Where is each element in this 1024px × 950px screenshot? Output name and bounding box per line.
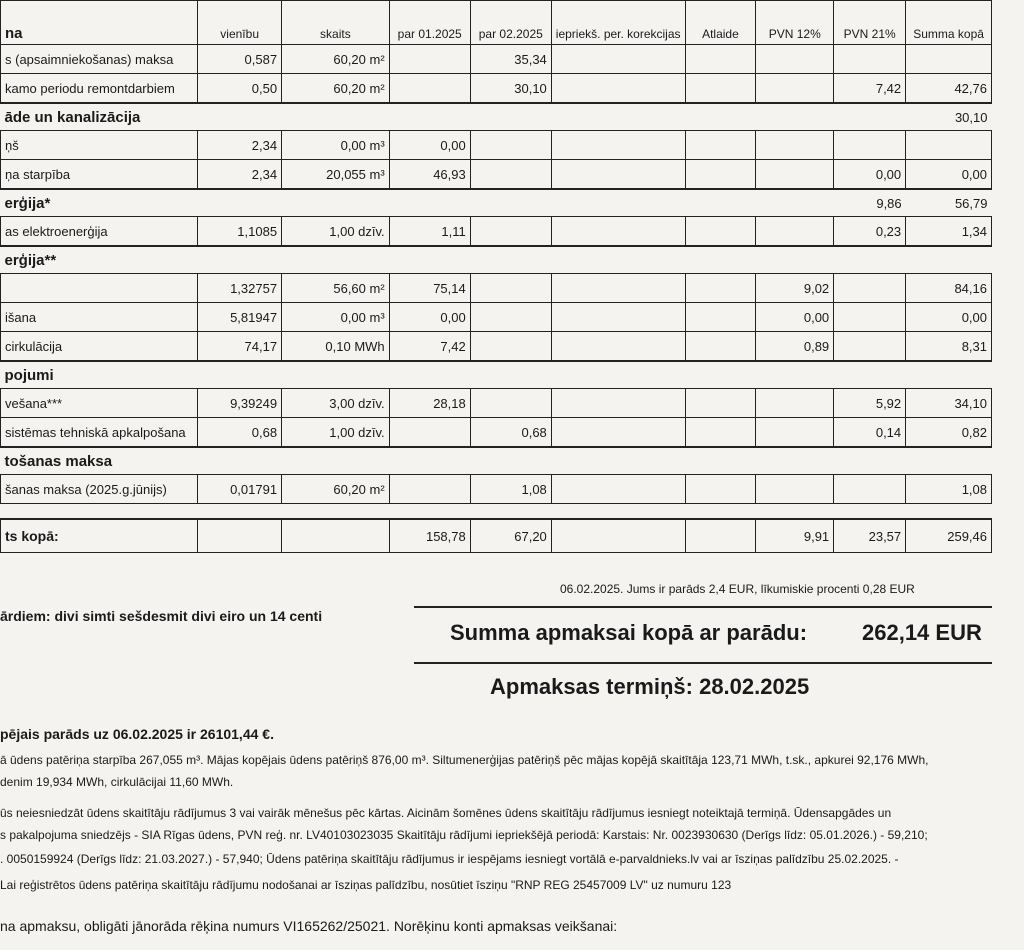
cell-vat21: [834, 45, 906, 74]
cell-correction: [551, 74, 685, 104]
amount-in-words: ārdiem: divi simti sešdesmit divi eiro un 14 centi: [0, 608, 323, 624]
info-line: s pakalpojuma sniedzējs - SIA Rīgas ūdens, PVN reģ. nr. LV40103023035 Skaitītāju rādījumi iepriekšējā periodā: Karstais: Nr. 0023930630 (Derīgs līdz: 05.01.2026.) - 59,210;: [0, 828, 928, 842]
cell-total: 42,76: [906, 74, 992, 104]
section-row: [1, 361, 992, 389]
cell-vat12: [756, 217, 834, 247]
cell-period-2: 35,34: [470, 45, 551, 74]
cell-total: 8,31: [906, 332, 992, 362]
debt-note: 06.02.2025. Jums ir parāds 2,4 EUR, līkumiskie procenti 0,28 EUR: [560, 582, 915, 596]
cell-correction: [551, 131, 685, 160]
cell-quantity: 0,10 MWh: [282, 332, 390, 362]
section-vat21: [834, 447, 906, 475]
section-row: [1, 189, 992, 217]
cell-quantity: 60,20 m²: [282, 74, 390, 104]
cell-period-1: 0,00: [389, 303, 470, 332]
cell-description: kamo periodu remontdarbiem: [1, 74, 198, 104]
cell-vat12: 0,00: [756, 303, 834, 332]
cell-vat21: 5,92: [834, 389, 906, 418]
total-label: Summa apmaksai kopā ar parādu:: [450, 620, 808, 645]
cell-period-1: 7,42: [389, 332, 470, 362]
spacer-row: [1, 504, 992, 520]
section-total: 56,79: [906, 189, 992, 217]
cell-period-2: 1,08: [470, 475, 551, 504]
info-line: Lai reģistrētos ūdens patēriņa skaitītāju rādījumu nodošanai ar īsziņas palīdzību, nosūtiet īsziņu "RNP REG 25457009 LV" uz numuru 123: [0, 878, 732, 892]
table-row: [1, 332, 992, 362]
cell-vat12: [756, 45, 834, 74]
cell-vat21: [834, 274, 906, 303]
cell-vat12: [756, 475, 834, 504]
column-header-corrections: iepriekš. per. korekcijas: [551, 1, 685, 45]
section-title: pojumi: [1, 361, 834, 389]
cell-period-2: 30,10: [470, 74, 551, 104]
section-heading: na: [1, 1, 198, 45]
cell-description: ņa starpība: [1, 160, 198, 190]
cell-period-2: 0,68: [470, 418, 551, 448]
table-row: [1, 131, 992, 160]
section-vat21: [834, 361, 906, 389]
cell-description: as elektroenerģija: [1, 217, 198, 247]
cell-rate: 74,17: [198, 332, 282, 362]
cell-period-2: 67,20: [470, 519, 551, 553]
table-row: [1, 74, 992, 104]
column-header-total: Summa kopā: [906, 1, 992, 45]
total-debt-note: pējais parāds uz 06.02.2025 ir 26101,44 €.: [0, 726, 274, 742]
cell-period-1: [389, 475, 470, 504]
info-line: ūs neiesniedzāt ūdens skaitītāju rādījumus 3 vai vairāk mēnešus pēc kārtas. Aicinām šomēnes ūdens skaitītāju rādījumus iesniegt noteiktajā termiņā. Ūdensapgādes un: [0, 806, 892, 820]
section-title: āde un kanalizācija: [1, 103, 834, 131]
payment-instruction: na apmaksu, obligāti jānorāda rēķina numurs VI165262/25021. Norēķinu konti apmaksas veikšanai:: [0, 918, 618, 934]
section-title: erģija**: [1, 246, 834, 274]
cell-total: 34,10: [906, 389, 992, 418]
cell-correction: [551, 160, 685, 190]
cell-quantity: [282, 519, 390, 553]
info-line: . 0050159924 (Derīgs līdz: 21.03.2027.) - 57,940; Ūdens patēriņa skaitītāju rādījumus ir iespējams iesniegt vortālā e-parvaldnieks.lv vai ar īsziņas palīdzību 25.02.2025. -: [0, 852, 899, 866]
cell-vat21: [834, 332, 906, 362]
cell-discount: [685, 389, 756, 418]
cell-quantity: 3,00 dzīv.: [282, 389, 390, 418]
info-line: denim 19,934 MWh, cirkulācijai 11,60 MWh.: [0, 775, 234, 789]
cell-period-2: [470, 217, 551, 247]
column-header-discount: Atlaide: [685, 1, 756, 45]
cell-period-1: 28,18: [389, 389, 470, 418]
cell-period-2: [470, 332, 551, 362]
cell-description: šanas maksa (2025.g.jūnijs): [1, 475, 198, 504]
table-row: [1, 389, 992, 418]
column-header-period-1: par 01.2025: [389, 1, 470, 45]
cell-vat21: 0,23: [834, 217, 906, 247]
cell-vat12: [756, 418, 834, 448]
cell-quantity: 0,00 m³: [282, 131, 390, 160]
cell-period-2: [470, 389, 551, 418]
section-row: [1, 246, 992, 274]
cell-period-1: [389, 74, 470, 104]
table-row: [1, 217, 992, 247]
cell-total: [906, 131, 992, 160]
cell-total: 84,16: [906, 274, 992, 303]
cell-discount: [685, 160, 756, 190]
table-row: [1, 274, 992, 303]
cell-discount: [685, 274, 756, 303]
cell-rate: 2,34: [198, 131, 282, 160]
cell-correction: [551, 332, 685, 362]
cell-quantity: 20,055 m³: [282, 160, 390, 190]
cell-discount: [685, 217, 756, 247]
cell-description: ņš: [1, 131, 198, 160]
column-header-vat21: PVN 21%: [834, 1, 906, 45]
cell-correction: [551, 45, 685, 74]
total-row: [1, 519, 992, 553]
table-row: [1, 303, 992, 332]
cell-description: išana: [1, 303, 198, 332]
cell-rate: 1,1085: [198, 217, 282, 247]
cell-discount: [685, 332, 756, 362]
cell-correction: [551, 389, 685, 418]
cell-vat21: [834, 303, 906, 332]
cell-vat21: 0,14: [834, 418, 906, 448]
section-title: tošanas maksa: [1, 447, 834, 475]
cell-quantity: 56,60 m²: [282, 274, 390, 303]
cell-discount: [685, 131, 756, 160]
cell-vat12: [756, 160, 834, 190]
table-row: [1, 45, 992, 74]
cell-vat12: 9,91: [756, 519, 834, 553]
table-header-row: [1, 1, 992, 45]
section-total: [906, 361, 992, 389]
cell-vat21: 0,00: [834, 160, 906, 190]
section-title: erģija*: [1, 189, 834, 217]
cell-correction: [551, 475, 685, 504]
cell-total: 0,00: [906, 303, 992, 332]
cell-description: s (apsaimniekošanas) maksa: [1, 45, 198, 74]
cell-correction: [551, 418, 685, 448]
cell-quantity: 1,00 dzīv.: [282, 217, 390, 247]
cell-total: [906, 45, 992, 74]
cell-rate: 0,587: [198, 45, 282, 74]
total-value: 262,14 EUR: [862, 620, 982, 645]
cell-rate: 5,81947: [198, 303, 282, 332]
cell-rate: 0,01791: [198, 475, 282, 504]
cell-description: vešana***: [1, 389, 198, 418]
cell-quantity: 0,00 m³: [282, 303, 390, 332]
cell-description: cirkulācija: [1, 332, 198, 362]
cell-description: ts kopā:: [1, 519, 198, 553]
cell-vat21: 7,42: [834, 74, 906, 104]
cell-rate: 9,39249: [198, 389, 282, 418]
cell-period-2: [470, 160, 551, 190]
cell-description: sistēmas tehniskā apkalpošana: [1, 418, 198, 448]
section-vat21: 9,86: [834, 189, 906, 217]
cell-description: [1, 274, 198, 303]
cell-period-1: 158,78: [389, 519, 470, 553]
cell-period-2: [470, 274, 551, 303]
cell-period-2: [470, 303, 551, 332]
cell-rate: 2,34: [198, 160, 282, 190]
cell-vat12: [756, 131, 834, 160]
column-header-vat12: PVN 12%: [756, 1, 834, 45]
cell-vat21: [834, 131, 906, 160]
section-row: [1, 103, 992, 131]
cell-vat12: 0,89: [756, 332, 834, 362]
cell-period-1: 46,93: [389, 160, 470, 190]
cell-rate: [198, 519, 282, 553]
cell-discount: [685, 303, 756, 332]
section-total: [906, 246, 992, 274]
cell-correction: [551, 303, 685, 332]
cell-period-1: [389, 418, 470, 448]
cell-discount: [685, 418, 756, 448]
column-header-units: vienību: [198, 1, 282, 45]
cell-correction: [551, 274, 685, 303]
cell-rate: 0,68: [198, 418, 282, 448]
cell-discount: [685, 475, 756, 504]
cell-discount: [685, 45, 756, 74]
spacer-cell: [1, 504, 992, 520]
column-header-quantity: skaits: [282, 1, 390, 45]
table-row: [1, 160, 992, 190]
section-vat21: [834, 103, 906, 131]
cell-correction: [551, 519, 685, 553]
cell-quantity: 1,00 dzīv.: [282, 418, 390, 448]
cell-vat12: [756, 74, 834, 104]
cell-total: 1,08: [906, 475, 992, 504]
info-line: ā ūdens patēriņa starpība 267,055 m³. Mājas kopējais ūdens patēriņš 876,00 m³. Siltumenerģijas patēriņš pēc mājas kopējā skaitītāja 123,71 MWh, t.sk., apkurei 92,176 MWh,: [0, 753, 929, 767]
cell-quantity: 60,20 m²: [282, 45, 390, 74]
cell-period-1: [389, 45, 470, 74]
cell-vat12: 9,02: [756, 274, 834, 303]
cell-total: 1,34: [906, 217, 992, 247]
cell-total: 259,46: [906, 519, 992, 553]
table-row: [1, 475, 992, 504]
divider: [414, 606, 992, 608]
cell-total: 0,00: [906, 160, 992, 190]
cell-rate: 1,32757: [198, 274, 282, 303]
cell-discount: [685, 74, 756, 104]
cell-quantity: 60,20 m²: [282, 475, 390, 504]
table-row: [1, 418, 992, 448]
section-total: [906, 447, 992, 475]
cell-period-1: 0,00: [389, 131, 470, 160]
column-header-period-2: par 02.2025: [470, 1, 551, 45]
divider: [414, 662, 992, 664]
cell-period-1: 1,11: [389, 217, 470, 247]
cell-correction: [551, 217, 685, 247]
cell-vat21: [834, 475, 906, 504]
cell-period-2: [470, 131, 551, 160]
cell-total: 0,82: [906, 418, 992, 448]
payment-term: Apmaksas termiņš: 28.02.2025: [490, 674, 810, 699]
cell-vat21: 23,57: [834, 519, 906, 553]
cell-rate: 0,50: [198, 74, 282, 104]
section-total: 30,10: [906, 103, 992, 131]
cell-vat12: [756, 389, 834, 418]
section-row: [1, 447, 992, 475]
cell-discount: [685, 519, 756, 553]
section-vat21: [834, 246, 906, 274]
cell-period-1: 75,14: [389, 274, 470, 303]
